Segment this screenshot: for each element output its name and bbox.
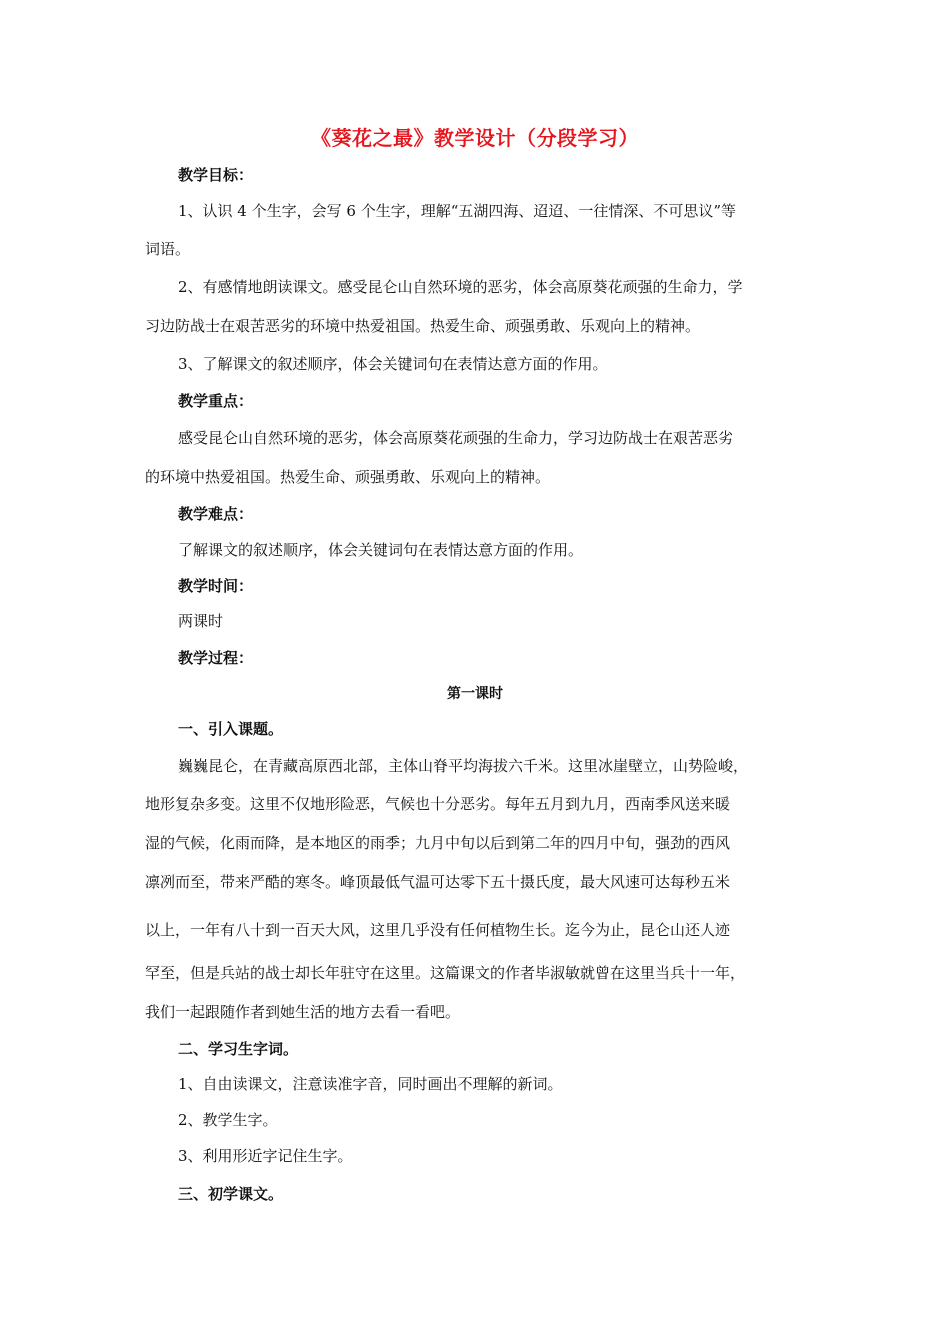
intro-line-2: 地形复杂多变。这里不仅地形险恶，气候也十分恶劣。每年五月到九月，西南季风送来暖 bbox=[145, 795, 731, 813]
process-heading: 教学过程： bbox=[178, 649, 254, 667]
time-heading: 教学时间： bbox=[178, 577, 254, 595]
part-3-heading: 三、初学课文。 bbox=[178, 1185, 284, 1203]
goal-3: 3、了解课文的叙述顺序，体会关键词句在表情达意方面的作用。 bbox=[178, 355, 608, 373]
part-2-item-2: 2、教学生字。 bbox=[178, 1111, 278, 1129]
goal-2-line-1: 2、有感情地朗读课文。感受昆仑山自然环境的恶劣，体会高原葵花顽强的生命力，学 bbox=[178, 278, 743, 296]
key-points-heading: 教学重点： bbox=[178, 392, 254, 410]
time-line: 两课时 bbox=[178, 612, 224, 630]
key-points-line-1: 感受昆仑山自然环境的恶劣，体会高原葵花顽强的生命力，学习边防战士在艰苦恶劣 bbox=[178, 429, 734, 447]
document-title: 《葵花之最》教学设计（分段学习） bbox=[311, 126, 639, 150]
difficulty-heading: 教学难点： bbox=[178, 505, 254, 523]
intro-line-6: 罕至，但是兵站的战士却长年驻守在这里。这篇课文的作者毕淑敏就曾在这里当兵十一年， bbox=[145, 964, 746, 982]
intro-line-5: 以上，一年有八十到一百天大风，这里几乎没有任何植物生长。迄今为止，昆仑山还人迹 bbox=[145, 921, 731, 939]
goals-heading: 教学目标： bbox=[178, 166, 254, 184]
part-2-item-3: 3、利用形近字记住生字。 bbox=[178, 1147, 353, 1165]
goal-1-line-1: 1、认识 4 个生字，会写 6 个生字，理解“五湖四海、迢迢、一往情深、不可思议”等 bbox=[178, 202, 737, 220]
key-points-line-2: 的环境中热爱祖国。热爱生命、顽强勇敢、乐观向上的精神。 bbox=[145, 468, 551, 486]
part-2-heading: 二、学习生字词。 bbox=[178, 1040, 299, 1058]
difficulty-line: 了解课文的叙述顺序，体会关键词句在表情达意方面的作用。 bbox=[178, 541, 584, 559]
intro-line-1: 巍巍昆仑，在青藏高原西北部，主体山脊平均海拔六千米。这里冰崖壁立，山势险峻， bbox=[178, 757, 749, 775]
intro-line-4: 凛冽而至，带来严酷的寒冬。峰顶最低气温可达零下五十摄氏度，最大风速可达每秒五米 bbox=[145, 873, 731, 891]
part-2-item-1: 1、自由读课文，注意读准字音，同时画出不理解的新词。 bbox=[178, 1075, 563, 1093]
goal-1-line-2: 词语。 bbox=[145, 240, 191, 258]
goal-2-line-2: 习边防战士在艰苦恶劣的环境中热爱祖国。热爱生命、顽强勇敢、乐观向上的精神。 bbox=[145, 317, 701, 335]
intro-line-3: 湿的气候，化雨而降，是本地区的雨季；九月中旬以后到第二年的四月中旬，强劲的西风 bbox=[145, 834, 731, 852]
intro-line-7: 我们一起跟随作者到她生活的地方去看一看吧。 bbox=[145, 1003, 461, 1021]
lesson-1-heading: 第一课时 bbox=[447, 686, 503, 702]
part-1-heading: 一、引入课题。 bbox=[178, 720, 284, 738]
